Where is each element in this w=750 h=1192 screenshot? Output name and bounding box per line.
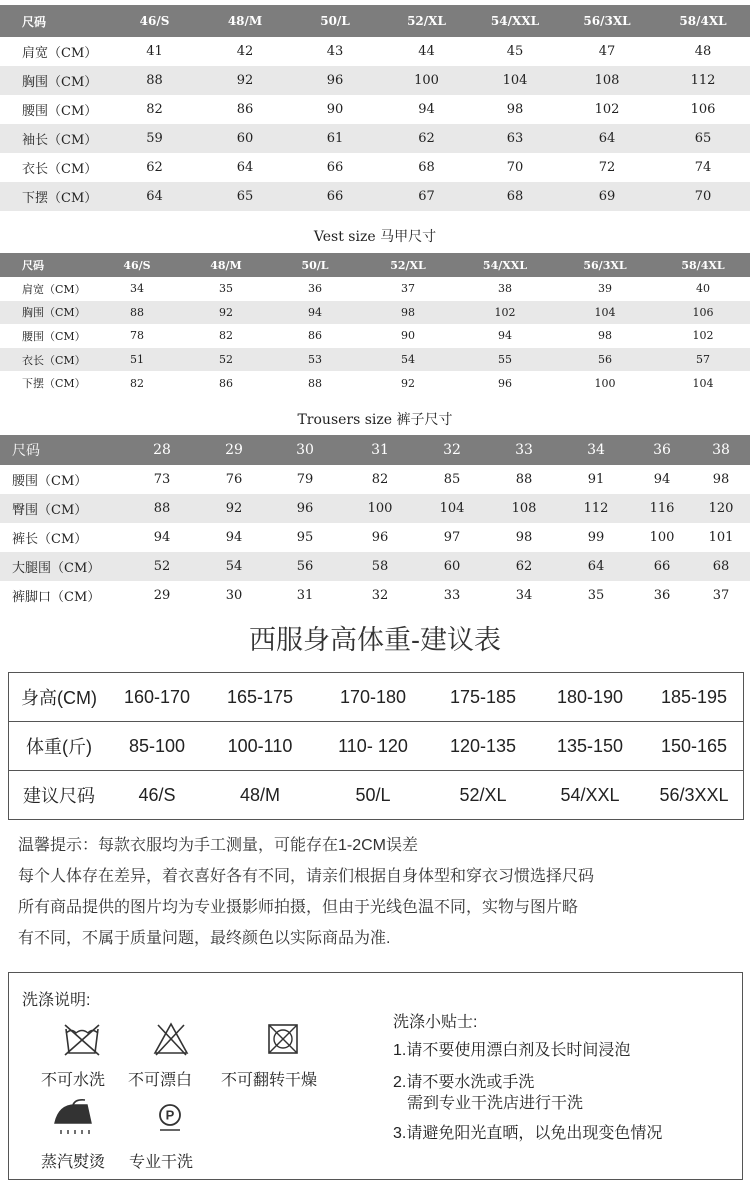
cell: 50/L (315, 771, 431, 820)
cell: 98 (712, 472, 730, 487)
table-row (0, 581, 750, 610)
row-label: 身高(CM) (21, 688, 97, 708)
tip-line: 需到专业干洗店进行干洗 (407, 1095, 584, 1112)
steam-iron-icon (51, 1097, 97, 1137)
header-46s: 46/S (123, 258, 151, 272)
no-bleach-icon (152, 1021, 190, 1057)
cell: 65 (694, 131, 712, 146)
care-instructions-box (8, 972, 743, 1180)
header-size: 尺码 (22, 14, 47, 29)
cell: 88 (515, 472, 533, 487)
header-size: 尺码 (12, 443, 40, 459)
cell: 47 (598, 44, 616, 59)
cell: 86 (236, 102, 254, 117)
cell: 62 (418, 131, 435, 146)
cell: 51 (130, 353, 144, 367)
row-label: 大腿围（CM） (12, 561, 101, 576)
row-label: 臀围（CM） (12, 503, 88, 518)
no-tumble-dry-label: 不可翻转干燥 (221, 1072, 318, 1089)
table-row (0, 124, 750, 153)
cell: 86 (219, 376, 233, 390)
cell: 60 (443, 559, 461, 574)
trousers-size-table (0, 435, 750, 610)
cell: 70 (694, 189, 712, 204)
row-label: 衣长（CM） (22, 353, 86, 367)
trousers-caption: Trousers size 裤子尺寸 (297, 412, 453, 428)
tip-line: 1.请不要使用漂白剂及长时间浸泡 (393, 1042, 631, 1059)
cell: 185-195 (660, 686, 728, 707)
cell: 56/3XXL (645, 771, 743, 820)
vest-size-table (0, 253, 750, 395)
cell: 82 (146, 102, 163, 117)
cell: 100 (367, 501, 393, 516)
cell: 175-185 (449, 686, 517, 707)
header-29: 29 (225, 442, 243, 458)
cell: 66 (326, 189, 344, 204)
row-label: 建议尺码 (9, 771, 109, 820)
no-wash-icon (63, 1023, 101, 1057)
cell: 46/S (109, 771, 205, 820)
cell: 48 (694, 44, 712, 59)
cell: 85 (443, 472, 461, 487)
table-row (0, 277, 750, 301)
cell: 90 (326, 102, 344, 117)
cell: 76 (225, 472, 243, 487)
cell: 150-165 (645, 722, 743, 771)
cell: 112 (583, 501, 609, 516)
header-36: 36 (653, 442, 671, 458)
cell: 65 (236, 189, 254, 204)
cell: 99 (587, 530, 605, 545)
header-50l: 50/L (320, 14, 350, 28)
cell: 94 (308, 305, 322, 319)
table-row (0, 301, 750, 325)
no-bleach-label: 不可漂白 (128, 1072, 193, 1089)
cell: 54 (401, 353, 415, 367)
tip-line: 3.请避免阳光直晒，以免出现变色情况 (393, 1125, 663, 1142)
row-label: 下摆（CM） (22, 377, 86, 391)
cell: 52/XL (431, 771, 535, 820)
cell: 102 (494, 305, 516, 319)
header-size: 尺码 (22, 259, 44, 272)
no-wash-label: 不可水洗 (41, 1072, 106, 1089)
header-584xl: 58/4XL (679, 14, 727, 28)
cell: 96 (326, 73, 344, 88)
header-33: 33 (515, 442, 533, 458)
cell: 82 (219, 329, 233, 343)
cell: 90 (401, 329, 415, 343)
cell: 78 (130, 329, 144, 343)
cell: 68 (712, 559, 730, 574)
row-label: 体重(斤) (9, 722, 109, 771)
table-row (9, 673, 743, 722)
trousers-header-row (0, 435, 750, 465)
header-584xl: 58/4XL (681, 258, 725, 272)
cell: 100 (414, 73, 439, 88)
cell: 180-190 (556, 686, 624, 707)
dry-clean-label: 专业干洗 (129, 1154, 194, 1171)
cell: 54/XXL (535, 771, 645, 820)
cell: 94 (653, 472, 671, 487)
cell: 135-150 (535, 722, 645, 771)
row-label: 胸围（CM） (22, 75, 98, 90)
cell: 104 (439, 501, 465, 516)
table-row (0, 348, 750, 372)
cell: 88 (146, 73, 163, 88)
suit-header-row (0, 5, 750, 37)
cell: 98 (401, 305, 415, 319)
cell: 120-135 (431, 722, 535, 771)
cell: 42 (236, 44, 254, 59)
cell: 91 (587, 472, 605, 487)
cell: 64 (587, 559, 605, 574)
cell: 120 (708, 501, 734, 516)
table-row (0, 371, 750, 395)
table-row (9, 722, 743, 771)
header-31: 31 (371, 442, 389, 458)
cell: 67 (418, 189, 435, 204)
cell: 170-180 (339, 686, 407, 707)
cell: 37 (712, 588, 730, 603)
cell: 68 (418, 160, 435, 175)
cell: 41 (146, 44, 163, 59)
row-label: 裤脚口（CM） (12, 590, 101, 605)
header-32: 32 (443, 442, 461, 458)
cell: 66 (653, 559, 671, 574)
cell: 29 (153, 588, 171, 603)
suit-size-table (0, 5, 750, 211)
cell: 62 (515, 559, 533, 574)
row-label: 下摆（CM） (22, 191, 98, 206)
cell: 68 (506, 189, 524, 204)
row-label: 袖长（CM） (22, 133, 98, 148)
cell: 52 (153, 559, 171, 574)
note-line: 所有商品提供的图片均为专业摄影师拍摄，但由于光线色温不同，实物与图片略 (18, 899, 579, 916)
cell: 108 (511, 501, 537, 516)
cell: 35 (587, 588, 605, 603)
cell: 94 (418, 102, 435, 117)
cell: 61 (326, 131, 344, 146)
cell: 92 (236, 73, 254, 88)
cell: 34 (515, 588, 533, 603)
dry-clean-symbol: P (165, 1107, 175, 1123)
table-row (0, 95, 750, 124)
cell: 31 (296, 588, 314, 603)
cell: 116 (649, 501, 675, 516)
cell: 40 (696, 282, 710, 296)
cell: 56 (296, 559, 314, 574)
header-38: 38 (712, 442, 730, 458)
cell: 54 (225, 559, 243, 574)
note-line: 每个人体存在差异，着衣喜好各有不同，请亲们根据自身体型和穿衣习惯选择尺码 (18, 868, 595, 885)
cell: 96 (371, 530, 389, 545)
recommendation-table-box (8, 672, 744, 820)
row-label: 裤长（CM） (12, 532, 88, 547)
tips-title: 洗涤小贴士: (393, 1014, 478, 1031)
cell: 73 (153, 472, 171, 487)
cell: 102 (594, 102, 620, 117)
cell: 36 (653, 588, 671, 603)
row-label: 腰围（CM） (22, 329, 86, 343)
table-row (0, 465, 750, 494)
cell: 79 (296, 472, 314, 487)
cell: 74 (694, 160, 712, 175)
cell: 32 (371, 588, 389, 603)
table-row (0, 37, 750, 66)
cell: 60 (236, 131, 254, 146)
header-48m: 48/M (210, 258, 242, 272)
note-line: 温馨提示：每款衣服均为手工测量，可能存在1-2CM误差 (18, 837, 419, 854)
tip-line: 2.请不要水洗或手洗 (393, 1074, 535, 1091)
cell: 112 (690, 73, 716, 88)
cell: 69 (598, 189, 616, 204)
row-label: 肩宽（CM） (22, 46, 98, 61)
cell: 66 (326, 160, 344, 175)
header-34: 34 (587, 442, 605, 458)
cell: 64 (146, 189, 163, 204)
header-52xl: 52/XL (390, 258, 426, 272)
cell: 44 (418, 44, 435, 59)
no-tumble-dry-icon (267, 1023, 299, 1055)
row-label: 胸围（CM） (22, 306, 86, 320)
header-54xxl: 54/XXL (482, 258, 528, 272)
cell: 38 (498, 282, 512, 296)
cell: 92 (225, 501, 243, 516)
cell: 96 (296, 501, 314, 516)
cell: 94 (153, 530, 171, 545)
cell: 36 (308, 282, 322, 296)
cell: 110- 120 (315, 722, 431, 771)
header-563xl: 56/3XL (583, 14, 631, 28)
header-46s: 46/S (139, 14, 170, 28)
cell: 45 (506, 44, 524, 59)
cell: 57 (696, 353, 710, 367)
vest-header-row (0, 253, 750, 277)
cell: 43 (326, 44, 344, 59)
cell: 92 (401, 376, 415, 390)
header-52xl: 52/XL (407, 14, 446, 28)
recommendation-table (9, 673, 743, 819)
table-row (0, 494, 750, 523)
row-label: 衣长（CM） (22, 162, 98, 177)
care-title: 洗涤说明: (22, 992, 91, 1009)
cell: 52 (219, 353, 233, 367)
cell: 160-170 (123, 686, 191, 707)
cell: 64 (598, 131, 616, 146)
cell: 96 (498, 376, 512, 390)
cell: 85-100 (109, 722, 205, 771)
cell: 165-175 (226, 686, 294, 707)
header-50l: 50/L (301, 258, 329, 272)
cell: 48/M (205, 771, 315, 820)
cell: 97 (443, 530, 461, 545)
cell: 53 (308, 353, 322, 367)
cell: 108 (594, 73, 620, 88)
recommendation-title: 西服身高体重-建议表 (249, 625, 501, 655)
header-28: 28 (153, 442, 171, 458)
cell: 62 (146, 160, 163, 175)
table-row (9, 771, 743, 820)
cell: 58 (371, 559, 389, 574)
professional-dry-clean-icon (157, 1103, 183, 1133)
note-line: 有不同，不属于质量问题，最终颜色以实际商品为准. (18, 930, 391, 947)
cell: 104 (502, 73, 528, 88)
cell: 106 (690, 102, 716, 117)
cell: 33 (443, 588, 461, 603)
cell: 37 (401, 282, 415, 296)
cell: 88 (130, 305, 144, 319)
header-30: 30 (296, 442, 314, 458)
vest-caption: Vest size 马甲尺寸 (313, 229, 437, 245)
cell: 98 (598, 329, 612, 343)
cell: 104 (594, 305, 616, 319)
cell: 100-110 (205, 722, 315, 771)
cell: 88 (153, 501, 171, 516)
row-label: 腰围（CM） (22, 104, 98, 119)
cell: 82 (371, 472, 389, 487)
cell: 56 (598, 353, 612, 367)
table-row (0, 552, 750, 581)
steam-iron-label: 蒸汽熨烫 (41, 1154, 106, 1171)
cell: 100 (649, 530, 675, 545)
cell: 55 (498, 353, 512, 367)
cell: 63 (506, 131, 524, 146)
cell: 98 (506, 102, 524, 117)
cell: 100 (594, 376, 616, 390)
cell: 82 (130, 376, 144, 390)
notes-block (18, 830, 738, 954)
header-54xxl: 54/XXL (490, 14, 540, 28)
cell: 59 (146, 131, 163, 146)
cell: 102 (692, 329, 714, 343)
cell: 92 (219, 305, 233, 319)
cell: 35 (219, 282, 233, 296)
cell: 94 (225, 530, 243, 545)
cell: 88 (308, 376, 322, 390)
table-row (0, 523, 750, 552)
cell: 30 (225, 588, 243, 603)
cell: 70 (506, 160, 524, 175)
table-row (0, 66, 750, 95)
cell: 34 (130, 282, 144, 296)
cell: 86 (308, 329, 322, 343)
row-label: 腰围（CM） (12, 474, 88, 489)
header-48m: 48/M (227, 14, 263, 28)
cell: 104 (692, 376, 714, 390)
table-row (0, 182, 750, 211)
header-563xl: 56/3XL (583, 258, 627, 272)
table-row (0, 153, 750, 182)
cell: 98 (515, 530, 533, 545)
cell: 95 (296, 530, 314, 545)
cell: 94 (498, 329, 512, 343)
row-label: 肩宽（CM） (22, 282, 86, 296)
cell: 106 (692, 305, 714, 319)
table-row (0, 324, 750, 348)
cell: 72 (598, 160, 616, 175)
cell: 101 (708, 530, 734, 545)
cell: 39 (598, 282, 612, 296)
cell: 64 (236, 160, 254, 175)
